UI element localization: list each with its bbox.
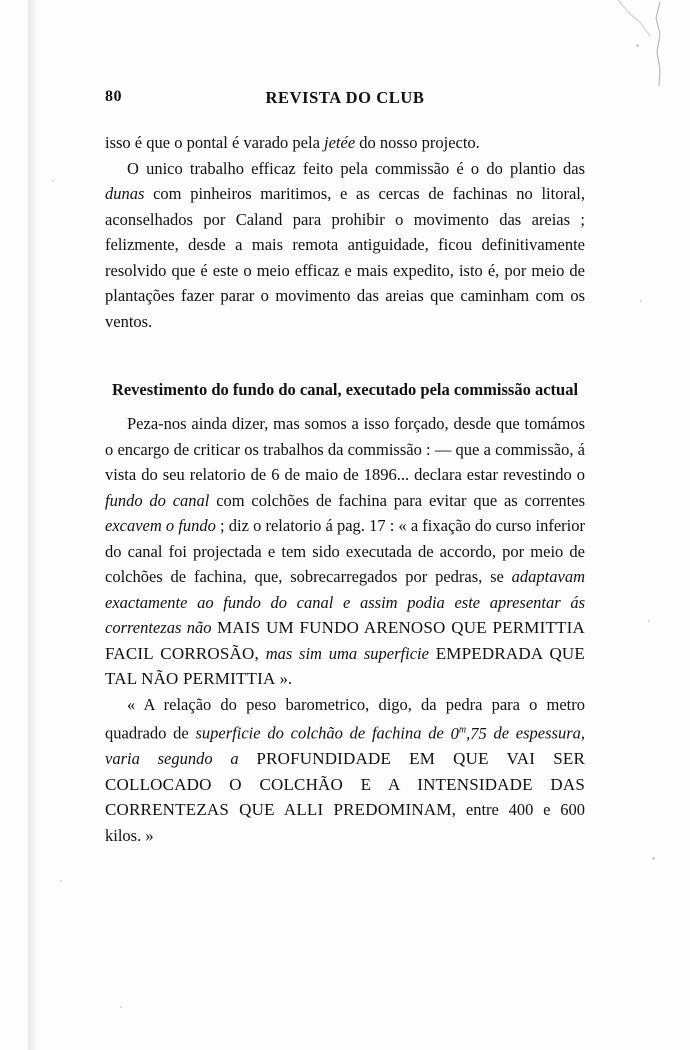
- italic-run: mas sim uma superficie: [258, 643, 436, 663]
- text-run: com pinheiros maritimos, e as cercas de fachinas no litoral, aconselhados por Caland para prohibir o movimento das areias ; felizmente, desde a mais remota antiguidade, ficou definitivamente resolvido que é este o meio efficaz e mais expedito, isto é, por meio de plantações fazer parar o movimento das areias que caminham com os ventos.: [105, 184, 585, 331]
- paper-speck: [60, 880, 62, 882]
- italic-run: fundo do canal: [105, 490, 210, 510]
- section-subheading: Revestimento do fundo do canal, executado pela commissão actual: [111, 380, 579, 399]
- smallcaps-run: EMPEDRADA QUE TAL NÃO PERMITTIA: [105, 643, 585, 688]
- text-run: isso é que o pontal é varado pela: [105, 133, 325, 152]
- superscript-m: m: [458, 724, 467, 735]
- paper-speck: [648, 620, 650, 622]
- text-run: entre 400 e 600 kilos. »: [105, 800, 586, 845]
- text-run: do nosso projecto.: [355, 133, 480, 152]
- italic-run: dunas: [105, 184, 145, 203]
- paper-speck: [636, 44, 639, 47]
- text-run: « A relação do peso barometrico, digo, da pedra para o metro quadrado de: [105, 694, 585, 743]
- italic-run: excavem o fundo: [105, 516, 216, 535]
- smallcaps-run: MAIS UM FUNDO ARENOSO QUE PERMITTIA FACIL CORROSÃO,: [105, 618, 585, 663]
- italic-run: superficie do colchão de fachina de: [195, 723, 451, 743]
- body-text-block: [105, 130, 585, 848]
- paper-speck: [640, 300, 642, 302]
- paragraph: [105, 156, 585, 335]
- page-header: [105, 78, 585, 118]
- text-run: com colchões de fachina para evitar que as correntes: [209, 490, 585, 510]
- paragraphs-before-subheading: [105, 130, 585, 334]
- text-run: ».: [275, 669, 292, 688]
- italic-run: adaptavam exactamente ao fundo do canal e assim podia este apresentar ás correntezas não: [105, 567, 585, 637]
- paper-speck: [120, 1006, 122, 1008]
- paragraph: [105, 692, 585, 849]
- page-corner-crack: [616, 0, 662, 86]
- text-run: O unico trabalho efficaz feito pela commissão é o do plantio das: [127, 158, 585, 178]
- running-title: REVISTA DO CLUB: [265, 88, 425, 107]
- smallcaps-run: PROFUNDIDADE EM QUE VAI SER COLLOCADO O COLCHÃO E A INTENSIDADE DAS CORRENTEZAS QUE ALLI PREDOMINAM,: [105, 749, 586, 819]
- measure-run: 0$^m$,75: [450, 723, 487, 743]
- page-number: 80: [105, 88, 122, 105]
- paper-speck: [652, 857, 655, 860]
- paragraphs-after-subheading: [105, 411, 585, 848]
- paragraph: [105, 411, 585, 692]
- italic-run: jetée: [324, 133, 356, 152]
- text-run: Peza-nos ainda dizer, mas somos a isso forçado, desde que tomámos o encargo de criticar os trabalhos da commissão : — que a commissão, á vista do seu relatorio de 6 de maio de 1896... declara estar revestindo o: [105, 414, 585, 484]
- text-run: ; diz o relatorio á pag. 17 : « a fixação do curso inferior do canal foi projectada e tem sido executada de accordo, por meio de colchões de fachina, que, sobrecarregados por pedras, se: [105, 516, 585, 586]
- italic-run: de espessura, varia segundo a: [105, 723, 586, 768]
- page-content: [105, 78, 585, 848]
- paper-speck: [52, 180, 54, 182]
- page-left-edge-shadow: [28, 0, 38, 1050]
- paragraph: [105, 130, 585, 156]
